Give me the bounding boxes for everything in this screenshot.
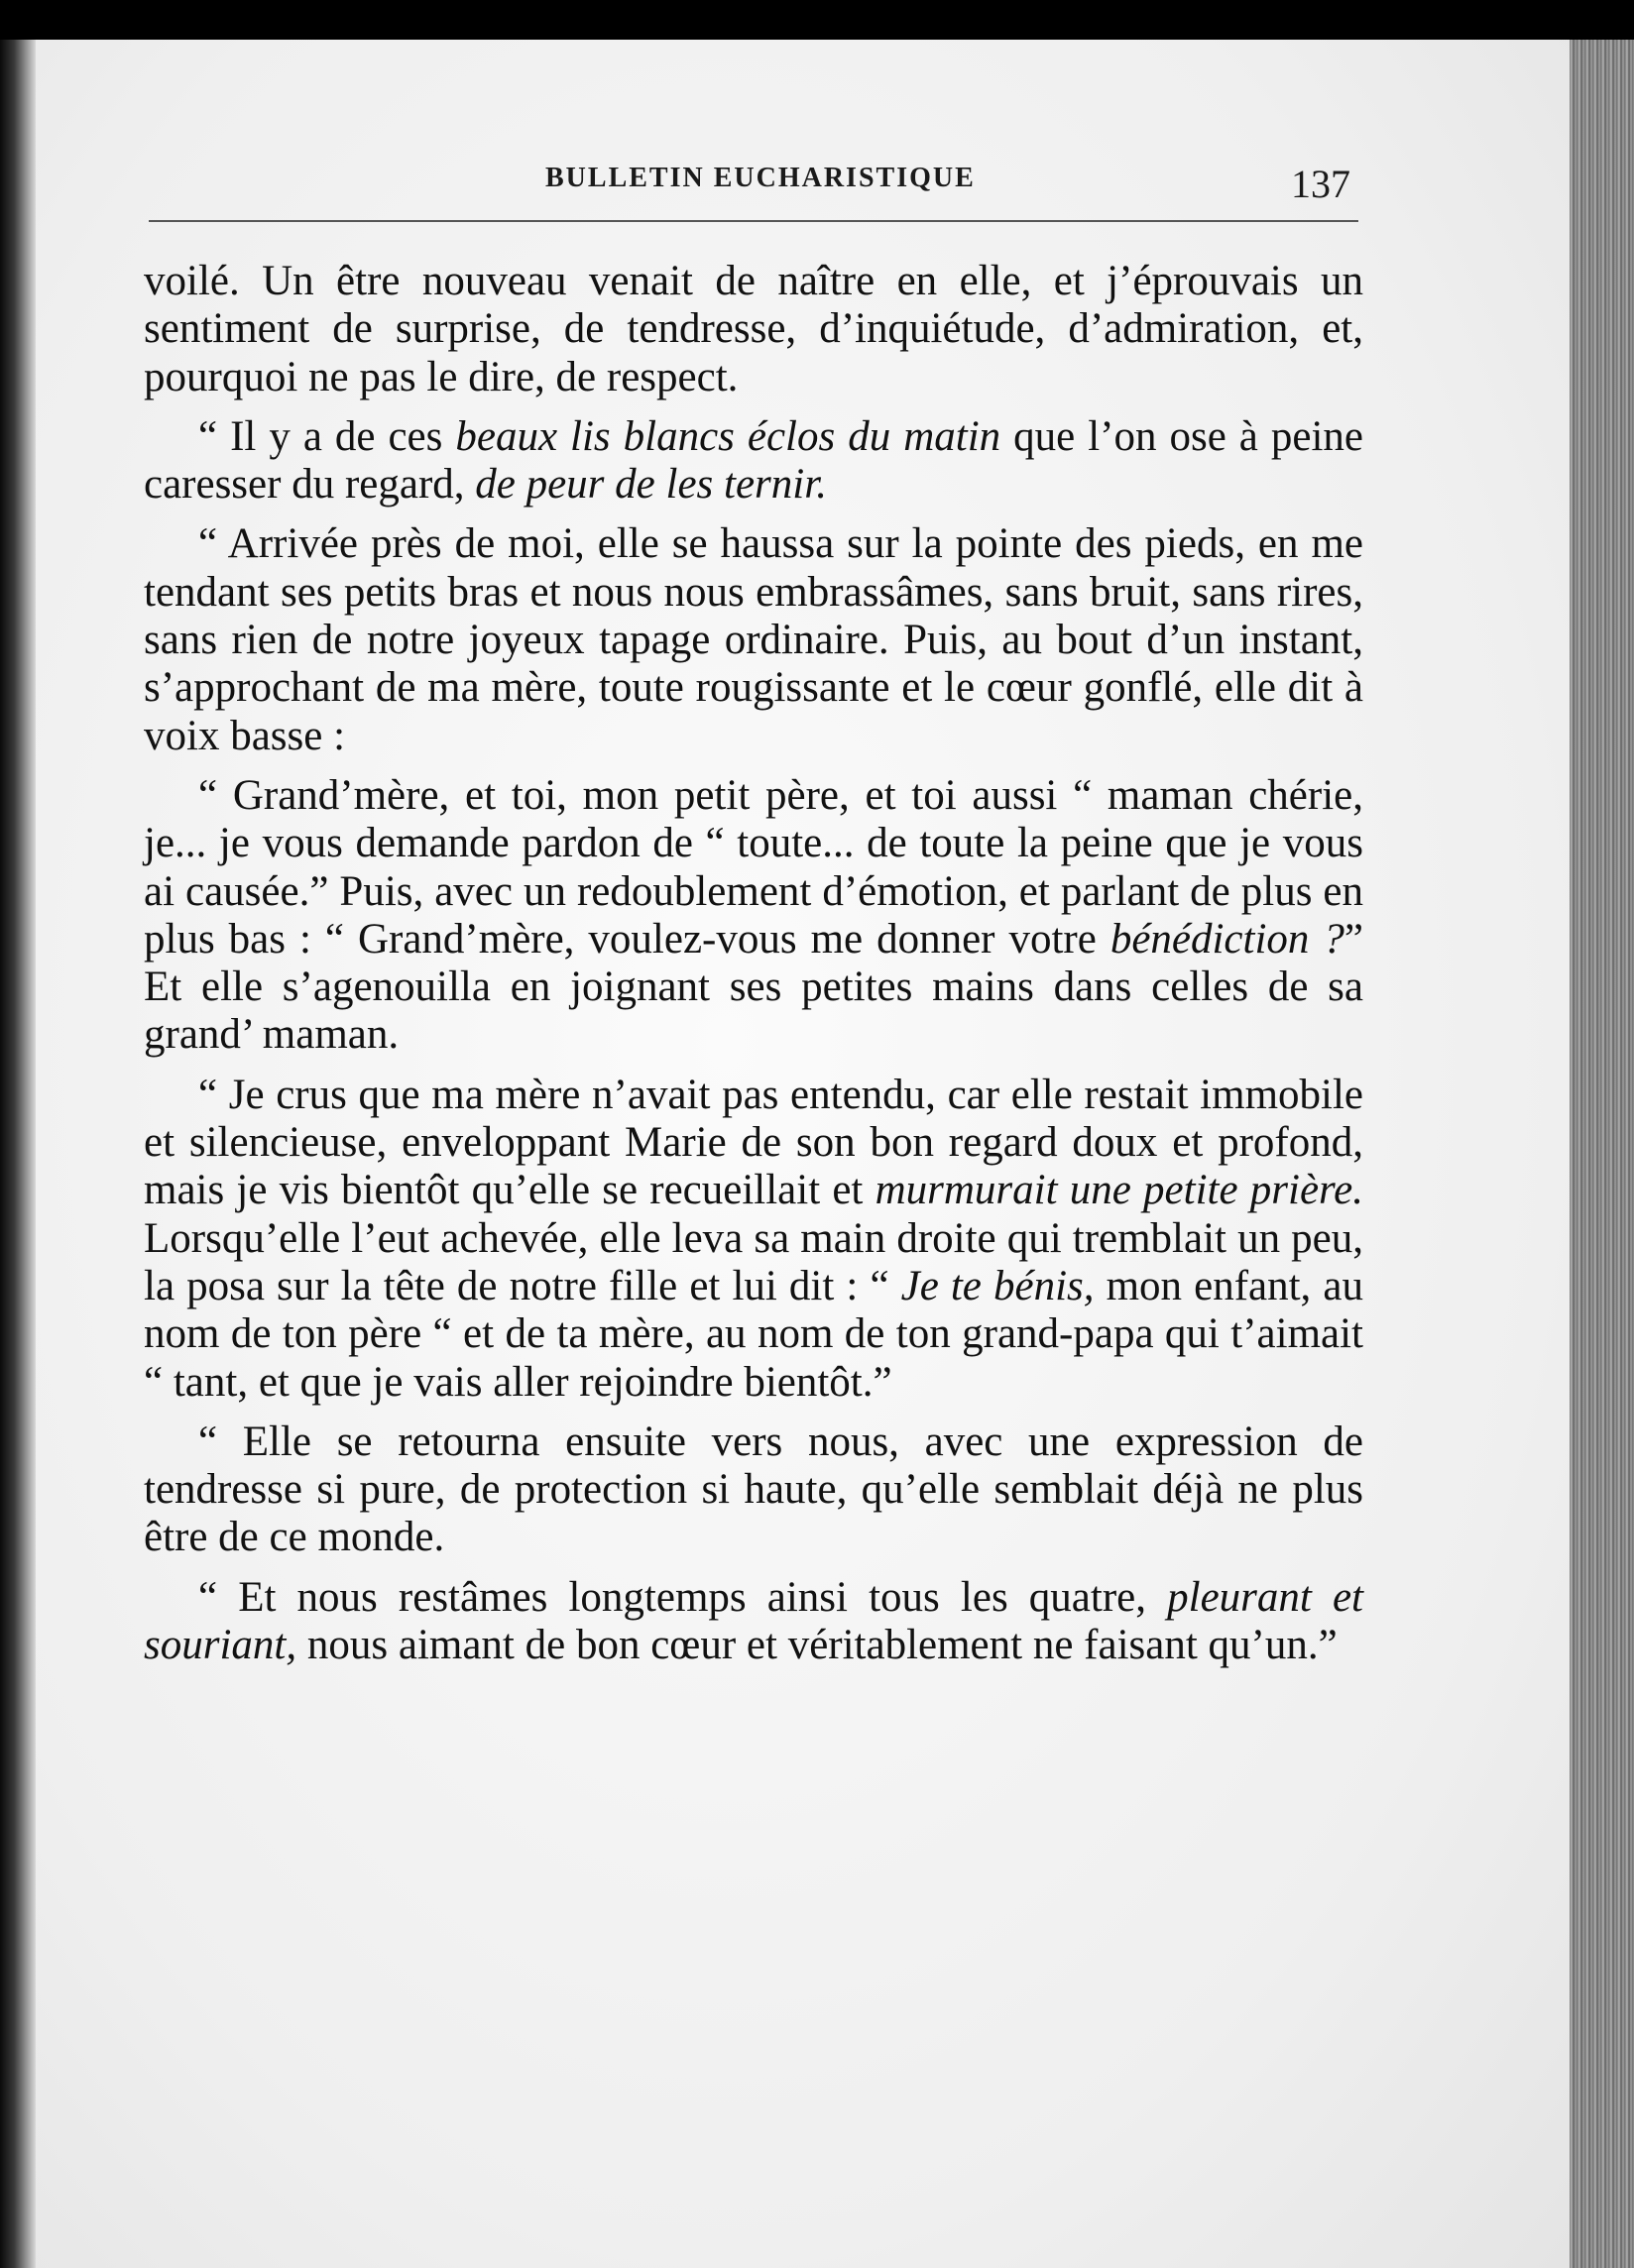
text-run: “ Elle se retourna ensuite vers nous, avec une expression de tendresse si pure, de protection si haute, qu’elle semblait déjà ne plus être de ce monde. xyxy=(144,1418,1363,1561)
italic-run: beaux lis blancs éclos du matin xyxy=(455,412,1001,460)
text-run: voilé. Un être nouveau venait de naître en elle, et j’éprouvais un sentiment de surprise, de tendresse, d’inquiétude, d’admiration, et, pourquoi ne pas le dire, de respect. xyxy=(144,258,1363,400)
text-run: mon enfant, au nom de ton père “ et de ta mère, au nom de ton grand-papa qui t’aimait “ tant, et que je vais aller rejoindre bientôt.” xyxy=(144,1262,1363,1406)
header-rule xyxy=(149,220,1358,222)
text-run: nous aimant de bon cœur et véritablement ne faisant qu’un.” xyxy=(296,1622,1338,1669)
paragraph xyxy=(144,413,1363,510)
italic-run: bénédiction ? xyxy=(1109,915,1344,963)
book-gutter-shadow xyxy=(0,40,36,2268)
italic-run: pleurant et souriant, xyxy=(144,1573,1363,1669)
text-run: “ Arrivée près de moi, elle se haussa sur la pointe des pieds, en me tendant ses petits bras et nous nous embrassâmes, sans bruit, sans rires, sans rien de notre joyeux tapage ordinaire. Puis, au bout d’un instant, s’approchant de ma mère, toute rougissante et le cœur gonflé, elle dit à voix basse : xyxy=(144,520,1363,759)
text-run: “ Il y a de ces xyxy=(198,412,456,460)
text-run: ” Et elle s’agenouilla en joignant ses petites mains dans celles de sa grand’ maman. xyxy=(144,915,1363,1059)
text-run: “ Grand’mère, et toi, mon petit père, et toi aussi “ maman chérie, je... je vous demande pardon de “ toute... de toute la peine que je vous ai causée.” Puis, avec un redoublement d’émotion, et parlant de plus en plus bas : “ Grand’mère, voulez-vous me donner votre xyxy=(144,771,1363,963)
text-run: Lorsqu’elle l’eut achevée, elle leva sa main droite qui tremblait un peu, la posa sur la tête de notre fille et lui dit : “ xyxy=(144,1214,1363,1309)
italic-run: de peur de les ternir. xyxy=(475,461,827,509)
running-title: BULLETIN EUCHARISTIQUE xyxy=(545,163,976,193)
scan-top-border xyxy=(0,0,1634,40)
text-run: “ Je crus que ma mère n’avait pas entendu, car elle restait immobile et silencieuse, enveloppant Marie de son bon regard doux et profond, mais je vis bientôt qu’elle se recueillait et xyxy=(144,1071,1363,1214)
page-edges xyxy=(1570,40,1634,2268)
text-run: “ Et nous restâmes longtemps ainsi tous les quatre, xyxy=(198,1573,1168,1621)
paragraph xyxy=(144,772,1363,1060)
body-text xyxy=(144,258,1363,1681)
paragraph xyxy=(144,1072,1363,1407)
paragraph xyxy=(144,258,1363,401)
italic-run: Je te bénis, xyxy=(900,1262,1095,1309)
running-head xyxy=(149,123,1358,206)
page-number: 137 xyxy=(1291,162,1350,206)
paragraph xyxy=(144,1418,1363,1562)
italic-run: murmurait une petite prière. xyxy=(875,1167,1363,1214)
text-run: que l’on ose à peine caresser du regard, xyxy=(144,412,1363,509)
paragraph xyxy=(144,1574,1363,1670)
paragraph xyxy=(144,520,1363,759)
